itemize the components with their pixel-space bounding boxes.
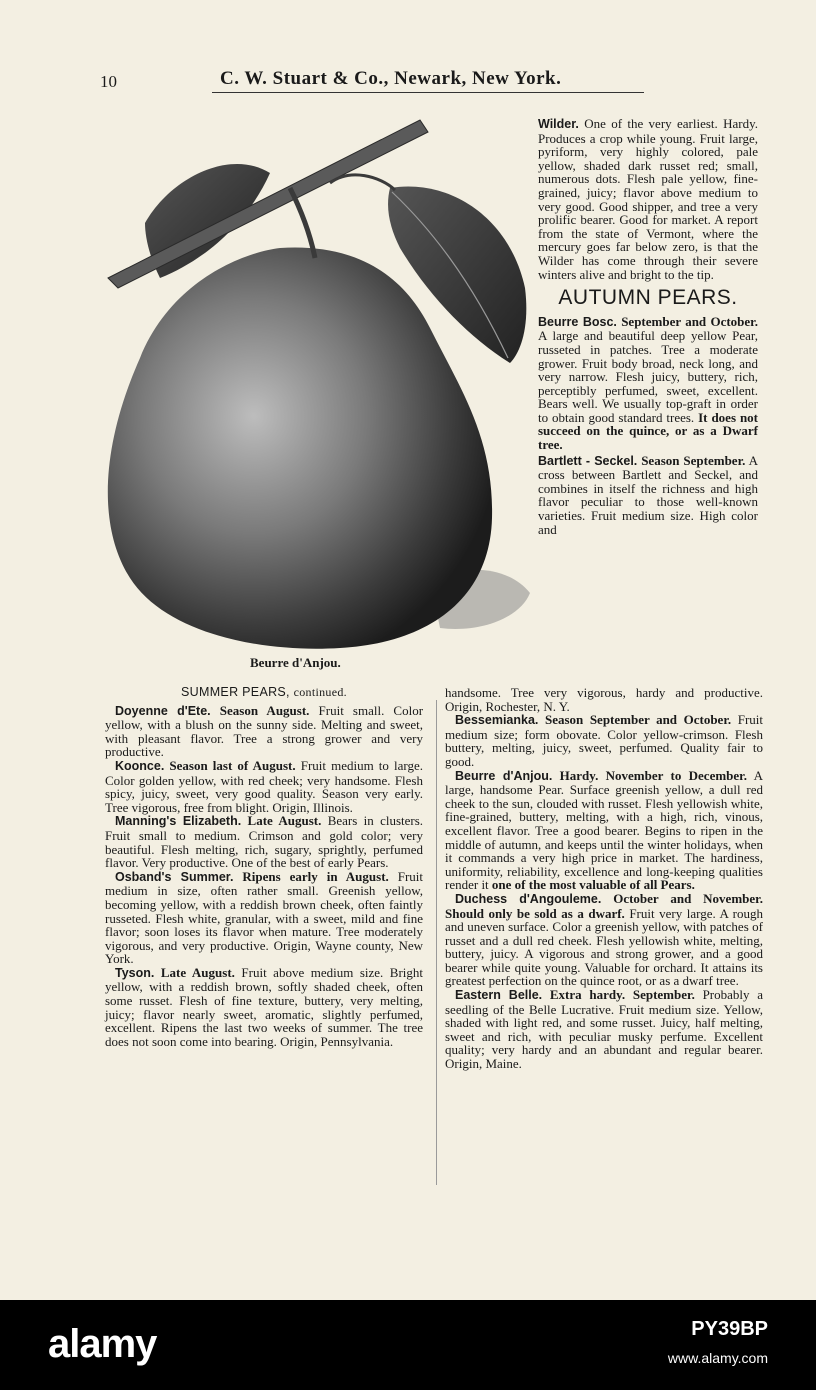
entry-mannings-elizabeth [105, 814, 423, 869]
variety-name: Bessemianka. [455, 713, 539, 728]
entry-beurre-danjou [445, 769, 763, 892]
variety-name: Bartlett - Seckel. [538, 453, 638, 468]
page-number: 10 [100, 72, 117, 91]
section-continued: continued. [293, 685, 347, 699]
entry-osbands-summer [105, 870, 423, 966]
entry-eastern-belle [445, 988, 763, 1071]
figure-caption: Beurre d'Anjou. [250, 655, 341, 670]
left-column [105, 686, 423, 1048]
entry-note: one of the most valuable of all Pears. [491, 877, 695, 893]
summer-pears-heading [105, 686, 423, 700]
variety-name: Beurre d'Anjou. [455, 768, 553, 783]
entry-season: Late August. [160, 964, 235, 980]
entry-text: Fruit medium to large. Color golden yellow, with red cheek; very handsome. Flesh spicy, juicy, sweet, very good quality. Season very early. Tree vigorous, free from blight. Origin, Illinois. [105, 757, 424, 815]
entry-season: Extra hardy. September. [549, 987, 695, 1003]
entry-season: Season last of August. [169, 757, 296, 773]
variety-name: Osband's Summer. [115, 869, 234, 884]
variety-name: Tyson. [115, 965, 155, 980]
entry-koonce [105, 759, 423, 814]
pear-illustration [100, 108, 535, 658]
entry-season: Season September. [641, 452, 746, 468]
entry-season: Ripens early in August. [242, 868, 389, 884]
entry-note: Should only be sold as a dwarf. [445, 905, 625, 921]
entry-text: Bears in clusters. Fruit small to medium. Crimson and gold color; very beautiful. Flesh melting, rich, sugary, sprightly, perfumed flavor. Very productive. One of the best of early Pears. [105, 813, 424, 871]
image-id: PY39BP [691, 1318, 768, 1340]
right-upper-column [538, 117, 758, 536]
alamy-logo: alamy [48, 1322, 157, 1366]
entry-bartlett-seckel [538, 454, 758, 537]
header-rule [212, 92, 644, 93]
variety-name: Doyenne d'Ete. [115, 703, 211, 718]
entry-text: Fruit very large. A rough and uneven surface. Color a greenish yellow, with patches of russet and a dull red cheek. Flesh yellowish white, melting, buttery, juicy. A vigorous and strong grower, and a good bearer while quite young. Valuable for orchard. It attains its greatest perfection on the quince root, or as a dwarf tree. [445, 905, 763, 989]
entry-bartlett-continued: handsome. Tree very vigorous, hardy and productive. Origin, Rochester, N. Y. [445, 685, 763, 714]
entry-text: A cross between Bartlett and Seckel, and combines in itself the richness and high flavor peculiar to those well-known varieties. Fruit medium size. High color and [538, 452, 758, 537]
entry-season: Season September and October. [544, 712, 732, 728]
variety-name: Duchess d'Angouleme. [455, 891, 602, 906]
entry-text: Fruit medium size; form obovate. Color yellow-crimson. Flesh buttery, melting, juicy, sweet, perfumed. Quality fair to good. [445, 712, 764, 769]
variety-name: Manning's Elizabeth. [115, 814, 242, 829]
entry-season: October and November. [613, 890, 763, 906]
entry-text: A large and beautiful deep yellow Pear, russeted in patches. Tree a moderate grower. Fruit body broad, neck long, and very narrow. Flesh juicy, buttery, rich, perceptibly perfumed, sweet, excellent. Bears well. We usually top-graft in order to obtain good standard trees. [538, 328, 758, 425]
entry-duchess-dangouleme [445, 892, 763, 988]
right-lower-column [445, 686, 763, 1071]
variety-name: Wilder. [538, 117, 579, 131]
variety-name: Eastern Belle. [455, 988, 543, 1003]
section-title: SUMMER PEARS, [181, 685, 290, 699]
entry-text: One of the very earliest. Hardy. Produces a crop while young. Fruit large, pyriform, very highly colored, pale yellow, shaded dark russet red; small, numerous dots. Flesh pale yellow, fine-grained, juicy; flavor above medium to very good. Good shipper, and tree a very prolific bearer. Good for market. A report from the state of Vermont, where the mercury goes far below zero, is that the Wilder has come through their severe winters alive and bright to the tip. [538, 116, 758, 282]
entry-text: Probably a seedling of the Belle Lucrative. Fruit medium size. Yellow, shaded with light red, and some russet. Juicy, half melting, sweet and rich, with peculiar musky perfume. Excellent quality; very hardy and an abundant and regular bearer. Origin, Maine. [445, 987, 763, 1072]
entry-season: Late August. [247, 813, 322, 829]
entry-season: Hardy. November to December. [559, 767, 747, 783]
entry-tyson [105, 966, 423, 1049]
entry-bessemianka [445, 713, 763, 768]
footer-url: www.alamy.com [667, 1350, 768, 1366]
entry-season: Season August. [219, 702, 310, 718]
entry-note: It does not succeed on the quince, or as a Dwarf tree. [538, 409, 759, 453]
page-header: C. W. Stuart & Co., Newark, New York. [220, 68, 562, 89]
pear-body [108, 248, 492, 649]
entry-season: September and October. [621, 313, 758, 329]
entry-text: A large, handsome Pear. Surface greenish yellow, a dull red cheek to the sun, clouded with russet. Flesh yellowish white, fine-grained, buttery, melting, with a high, rich, vinous, excellent flavor. Tree a good bearer. Begins to ripen in the middle of autumn, and keeps until the winter holidays, when it commands a very high price in market. The hardiness, uniformity, reliability, excellence and long-keeping qualities render it [445, 767, 763, 893]
autumn-pears-heading: AUTUMN PEARS. [558, 286, 738, 310]
leaf-stalk [330, 175, 395, 190]
entry-wilder [538, 117, 758, 281]
watermark-footer [0, 1300, 816, 1390]
entry-text: Fruit small. Color yellow, with a blush on the sunny side. Melting and sweet, with pleasant flavor. Tree a strong grower and very productive. [105, 702, 424, 760]
entry-doyenne [105, 704, 423, 759]
entry-text: Fruit medium in size, often rather small. Greenish yellow, becoming yellow, with a reddish brown cheek, often faintly russeted. Flesh white, granular, with a sweet, mild and fine flavor; soon loses its flavor when mature. Tree moderately vigorous, and very productive. Origin, Wayne county, New York. [105, 868, 424, 967]
pear-stem [290, 188, 315, 258]
variety-name: Beurre Bosc. [538, 314, 617, 329]
variety-name: Koonce. [115, 758, 165, 773]
entry-beurre-bosc [538, 315, 758, 452]
entry-text: Fruit above medium size. Bright yellow, with a reddish brown, softly shaded cheek, often some russet. Flesh of fine texture, buttery, very melting, juicy; flavor nearly sweet, aromatic, slightly perfumed, excellent. Ripens the last two weeks of summer. The tree does not soon come into bearing. Origin, Pennsylvania. [105, 964, 424, 1049]
column-divider [436, 700, 437, 1185]
